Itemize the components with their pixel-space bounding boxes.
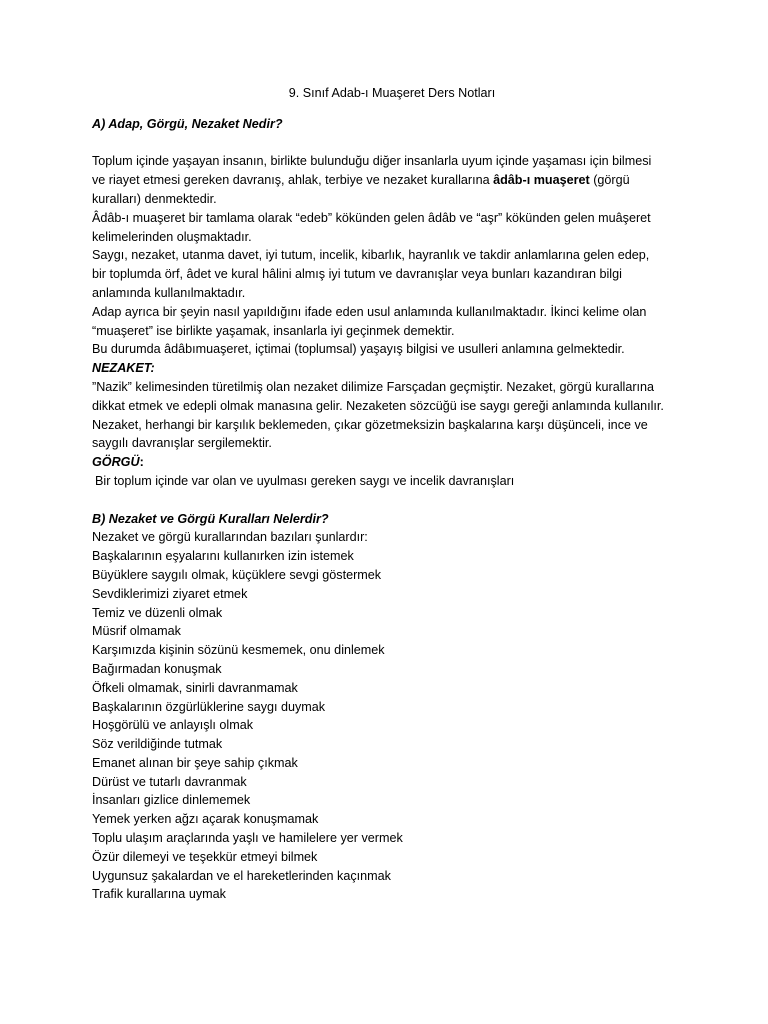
section-b-intro: Nezaket ve görgü kurallarından bazıları şunlardır: bbox=[92, 530, 368, 545]
rule-item: Büyüklere saygılı olmak, küçüklere sevgi göstermek bbox=[92, 567, 382, 582]
paragraph-line: kuralları) denmektedir. bbox=[92, 191, 217, 206]
paragraph-line: Bir toplum içinde var olan ve uyulması gereken saygı ve incelik davranışları bbox=[95, 473, 515, 488]
paragraph-line: kelimelerinden oluşmaktadır. bbox=[92, 229, 252, 244]
gorgu-heading-colon: : bbox=[139, 455, 144, 470]
rule-item: Bağırmadan konuşmak bbox=[92, 661, 222, 676]
rule-item: Özür dilemeyi ve teşekkür etmeyi bilmek bbox=[92, 849, 318, 864]
rule-item: Başkalarının eşyalarını kullanırken izin istemek bbox=[92, 549, 354, 564]
rule-item: Öfkeli olmamak, sinirli davranmamak bbox=[92, 680, 298, 695]
rule-item: Sevdiklerimizi ziyaret etmek bbox=[92, 586, 248, 601]
nezaket-heading: NEZAKET: bbox=[92, 361, 155, 376]
text-run: (görgü bbox=[589, 173, 630, 188]
paragraph-line: “muaşeret” ise birlikte yaşamak, insanlarla iyi geçinmek demektir. bbox=[92, 323, 455, 338]
rules-list bbox=[92, 547, 692, 904]
text-run: ve riayet etmesi gereken davranış, ahlak, terbiye ve nezaket kurallarına bbox=[92, 173, 494, 188]
bold-term: âdâb-ı muaşeret bbox=[493, 173, 590, 188]
rule-item: Dürüst ve tutarlı davranmak bbox=[92, 774, 247, 789]
rule-item: Temiz ve düzenli olmak bbox=[92, 605, 223, 620]
paragraph-line: dikkat etmek ve edepli olmak manasına gelir. Nezaketen sözcüğü ise saygı gereği anlamında kullanılır. bbox=[92, 398, 664, 413]
rule-item: Karşımızda kişinin sözünü kesmemek, onu dinlemek bbox=[92, 643, 385, 658]
paragraph-line: Toplum içinde yaşayan insanın, birlikte bulunduğu diğer insanlarla uyum içinde yaşaması için bilmesi bbox=[92, 154, 652, 169]
rule-item: Toplu ulaşım araçlarında yaşlı ve hamilelere yer vermek bbox=[92, 831, 403, 846]
rule-item: Uygunsuz şakalardan ve el hareketlerinden kaçınmak bbox=[92, 868, 391, 883]
paragraph-line: saygılı davranışlar sergilemektir. bbox=[92, 436, 272, 451]
rule-item: İnsanları gizlice dinlememek bbox=[92, 793, 251, 808]
paragraph-line: Adap ayrıca bir şeyin nasıl yapıldığını ifade eden usul anlamında kullanılmaktadır. İkinci kelime olan bbox=[92, 304, 647, 319]
paragraph-line: Saygı, nezaket, utanma davet, iyi tutum, incelik, kibarlık, hayranlık ve takdir anlamlarına gelen edep, bbox=[92, 248, 650, 263]
spacer bbox=[92, 134, 692, 153]
section-a-body bbox=[92, 152, 692, 490]
rule-item: Başkalarının özgürlüklerine saygı duymak bbox=[92, 699, 326, 714]
document-title: 9. Sınıf Adab-ı Muaşeret Ders Notları bbox=[288, 86, 496, 100]
paragraph-line: anlamında kullanılmaktadır. bbox=[92, 285, 246, 300]
paragraph-line: Âdâb-ı muaşeret bir tamlama olarak “edeb” kökünden gelen âdâb ve “aşr” kökünden gelen muâşeret bbox=[92, 210, 651, 225]
rule-item: Yemek yerken ağzı açarak konuşmamak bbox=[92, 812, 319, 827]
rule-item: Müsrif olmamak bbox=[92, 624, 181, 639]
gorgu-heading-text: GÖRGÜ bbox=[92, 455, 140, 470]
paragraph-line: Nezaket, herhangi bir karşılık beklemeden, çıkar gözetmeksizin başkalarına karşı düşünceli, ince ve bbox=[92, 417, 648, 432]
rule-item: Trafik kurallarına uymak bbox=[92, 887, 226, 902]
paragraph-line: bir toplumda örf, âdet ve kural hâlini almış iyi tutum ve davranışlar veya bunları kazandıran bilgi bbox=[92, 267, 622, 282]
section-b-heading: B) Nezaket ve Görgü Kuralları Nelerdir? bbox=[92, 511, 329, 526]
paragraph-line bbox=[92, 171, 692, 190]
rule-item: Hoşgörülü ve anlayışlı olmak bbox=[92, 718, 253, 733]
gorgu-heading bbox=[92, 453, 692, 472]
spacer bbox=[92, 491, 692, 510]
rule-item: Emanet alınan bir şeye sahip çıkmak bbox=[92, 755, 298, 770]
document-page bbox=[92, 84, 692, 904]
paragraph-line: ”Nazik” kelimesinden türetilmiş olan nezaket dilimize Farsçadan geçmiştir. Nezaket, görgü kurallarına bbox=[92, 379, 655, 394]
rule-item: Söz verildiğinde tutmak bbox=[92, 737, 223, 752]
paragraph-line: Bu durumda âdâbımuaşeret, içtimai (toplumsal) yaşayış bilgisi ve usulleri anlamına gelmektedir. bbox=[92, 342, 625, 357]
section-a-heading: A) Adap, Görgü, Nezaket Nedir? bbox=[92, 116, 283, 131]
